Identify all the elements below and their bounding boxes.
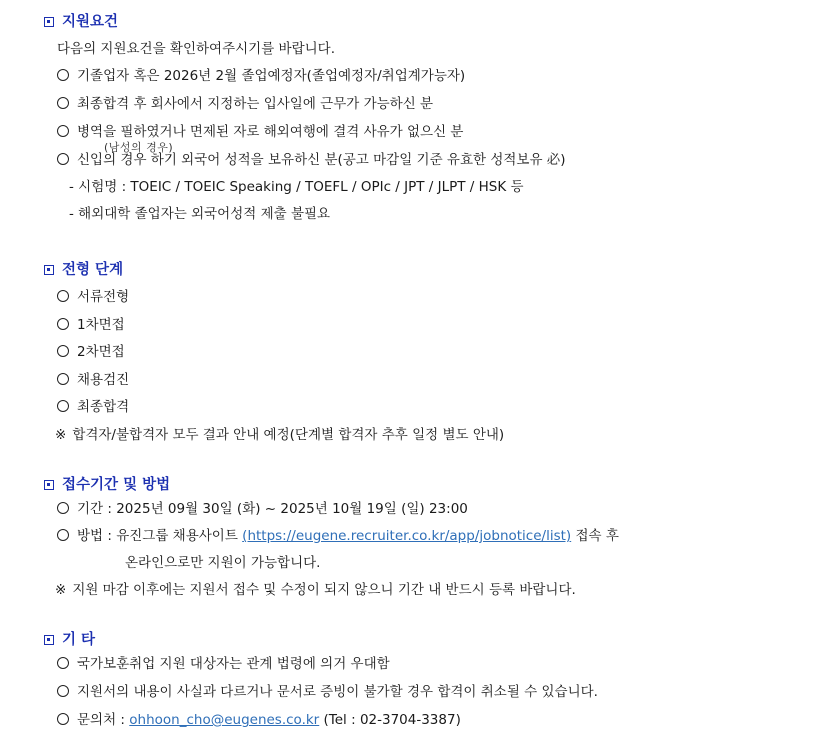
application-method: 방법 : 유진그룹 채용사이트 (https://eugene.recruiter.co.kr/app/jobnotice/list) 접속 후 xyxy=(57,527,619,545)
square-bullet-icon xyxy=(44,265,54,275)
reference-mark-icon: ※ xyxy=(55,582,67,598)
circle-bullet-icon xyxy=(57,97,69,109)
reference-mark-icon: ※ xyxy=(55,427,67,443)
section-title: 접수기간 및 방법 xyxy=(62,477,171,493)
contact-email-link[interactable]: ohhoon_cho@eugenes.co.kr xyxy=(129,712,320,728)
process-step: 2차면접 xyxy=(57,343,125,361)
circle-bullet-icon xyxy=(57,125,69,137)
application-note: ※ 지원 마감 이후에는 지원서 접수 및 수정이 되지 않으니 기간 내 반드시 등록 바랍니다. xyxy=(55,582,576,598)
circle-bullet-icon xyxy=(57,400,69,412)
male-note: (남성의 경우) xyxy=(104,141,174,154)
requirement-item: 기졸업자 혹은 2026년 2월 졸업예정자(졸업예정자/취업계가능자) xyxy=(57,67,465,85)
square-bullet-icon xyxy=(44,17,54,27)
section-heading-etc xyxy=(44,630,95,650)
circle-bullet-icon xyxy=(57,153,69,165)
process-step: 1차면접 xyxy=(57,316,125,334)
requirement-sub-item: - 해외대학 졸업자는 외국어성적 제출 불필요 xyxy=(69,206,331,222)
requirement-sub-item: - 시험명 : TOEIC / TOEIC Speaking / TOEFL / OPIc / JPT / JLPT / HSK 등 xyxy=(69,179,524,195)
application-method-line2: 온라인으로만 지원이 가능합니다. xyxy=(125,555,321,571)
section-title: 전형 단계 xyxy=(62,262,124,278)
requirement-item: 병역을 필하였거나 면제된 자로 해외여행에 결격 사유가 없으신 분 xyxy=(57,123,463,141)
contact-info: 문의처 : ohhoon_cho@eugenes.co.kr (Tel : 02-3704-3387) xyxy=(57,711,461,729)
process-step: 서류전형 xyxy=(57,288,129,306)
application-period: 기간 : 2025년 09월 30일 (화) ~ 2025년 10월 19일 (일) 23:00 xyxy=(57,500,468,518)
square-bullet-icon xyxy=(44,635,54,645)
circle-bullet-icon xyxy=(57,529,69,541)
circle-bullet-icon xyxy=(57,657,69,669)
recruit-site-link[interactable]: (https://eugene.recruiter.co.kr/app/jobnotice/list) xyxy=(242,528,572,544)
process-step: 최종합격 xyxy=(57,398,129,416)
circle-bullet-icon xyxy=(57,685,69,697)
square-bullet-icon xyxy=(44,480,54,490)
process-note: ※ 합격자/불합격자 모두 결과 안내 예정(단계별 합격자 추후 일정 별도 안내) xyxy=(55,427,505,443)
circle-bullet-icon xyxy=(57,373,69,385)
etc-item: 지원서의 내용이 사실과 다르거나 문서로 증빙이 불가할 경우 합격이 취소될 수 있습니다. xyxy=(57,683,598,701)
requirement-item: 신입의 경우 하기 외국어 성적을 보유하신 분(공고 마감일 기준 유효한 성적보유 必) xyxy=(57,151,566,169)
circle-bullet-icon xyxy=(57,713,69,725)
section-title: 지원요건 xyxy=(62,14,119,30)
circle-bullet-icon xyxy=(57,345,69,357)
section-heading-process xyxy=(44,260,123,280)
circle-bullet-icon xyxy=(57,318,69,330)
section-heading-requirements xyxy=(44,12,118,32)
circle-bullet-icon xyxy=(57,290,69,302)
requirement-item: 최종합격 후 회사에서 지정하는 입사일에 근무가 가능하신 분 xyxy=(57,95,433,113)
circle-bullet-icon xyxy=(57,69,69,81)
section-heading-application xyxy=(44,475,170,495)
requirements-intro: 다음의 지원요건을 확인하여주시기를 바랍니다. xyxy=(57,41,335,57)
section-title: 기 타 xyxy=(62,632,96,648)
etc-item: 국가보훈취업 지원 대상자는 관계 법령에 의거 우대함 xyxy=(57,655,390,673)
process-step: 채용검진 xyxy=(57,371,129,389)
circle-bullet-icon xyxy=(57,502,69,514)
